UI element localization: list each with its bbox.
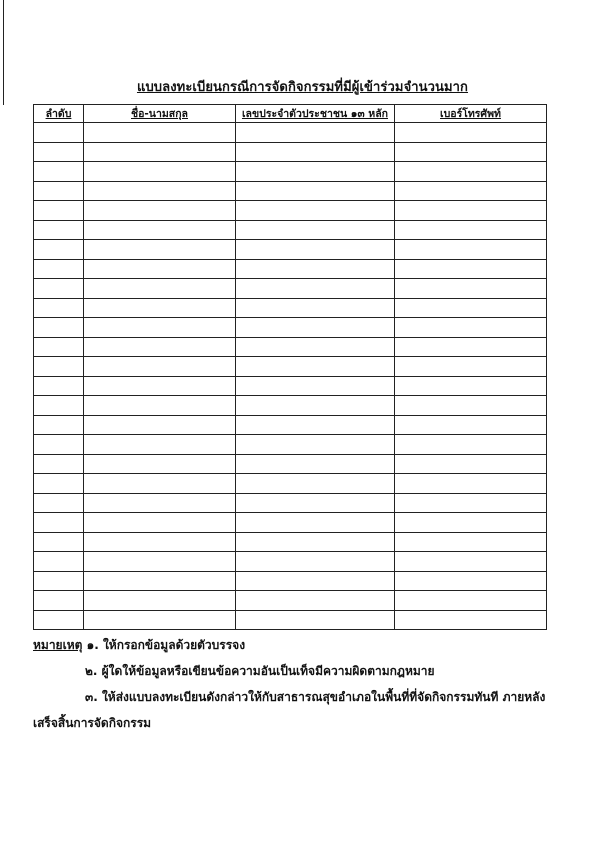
order-cell[interactable] (34, 454, 84, 474)
national-id-cell[interactable] (236, 454, 395, 474)
national-id-cell[interactable] (236, 532, 395, 552)
national-id-cell[interactable] (236, 493, 395, 513)
table-row (34, 610, 547, 630)
order-cell[interactable] (34, 493, 84, 513)
table-row (34, 493, 547, 513)
order-cell[interactable] (34, 552, 84, 572)
table-row (34, 415, 547, 435)
order-cell[interactable] (34, 201, 84, 221)
national-id-cell[interactable] (236, 571, 395, 591)
national-id-cell[interactable] (236, 298, 395, 318)
phone-cell[interactable] (395, 376, 547, 396)
fullname-cell[interactable] (84, 142, 236, 162)
order-cell[interactable] (34, 318, 84, 338)
table-row (34, 513, 547, 533)
phone-cell[interactable] (395, 298, 547, 318)
phone-cell[interactable] (395, 552, 547, 572)
phone-cell[interactable] (395, 123, 547, 143)
table-row (34, 240, 547, 260)
table-row (34, 259, 547, 279)
national-id-cell[interactable] (236, 181, 395, 201)
phone-cell[interactable] (395, 454, 547, 474)
table-row (34, 279, 547, 299)
table-row (34, 220, 547, 240)
national-id-cell[interactable] (236, 376, 395, 396)
notes-heading: หมายเหตุ (33, 638, 83, 652)
header-order: ลำดับ (34, 105, 84, 123)
fullname-cell[interactable] (84, 318, 236, 338)
order-cell[interactable] (34, 357, 84, 377)
phone-cell[interactable] (395, 493, 547, 513)
order-cell[interactable] (34, 610, 84, 630)
fullname-cell[interactable] (84, 591, 236, 611)
table-row (34, 142, 547, 162)
order-cell[interactable] (34, 474, 84, 494)
order-cell[interactable] (34, 142, 84, 162)
table-row (34, 591, 547, 611)
order-cell[interactable] (34, 123, 84, 143)
fullname-cell[interactable] (84, 201, 236, 221)
order-cell[interactable] (34, 376, 84, 396)
national-id-cell[interactable] (236, 415, 395, 435)
fullname-cell[interactable] (84, 240, 236, 260)
order-cell[interactable] (34, 259, 84, 279)
phone-cell[interactable] (395, 201, 547, 221)
table-row (34, 123, 547, 143)
national-id-cell[interactable] (236, 318, 395, 338)
national-id-cell[interactable] (236, 474, 395, 494)
phone-cell[interactable] (395, 396, 547, 416)
fullname-cell[interactable] (84, 415, 236, 435)
national-id-cell[interactable] (236, 142, 395, 162)
national-id-cell[interactable] (236, 240, 395, 260)
phone-cell[interactable] (395, 610, 547, 630)
table-row (34, 435, 547, 455)
fullname-cell[interactable] (84, 571, 236, 591)
table-row (34, 474, 547, 494)
fullname-cell[interactable] (84, 435, 236, 455)
table-row (34, 181, 547, 201)
national-id-cell[interactable] (236, 513, 395, 533)
header-national-id: เลขประจำตัวประชาชน ๑๓ หลัก (236, 105, 395, 123)
phone-cell[interactable] (395, 279, 547, 299)
fullname-cell[interactable] (84, 220, 236, 240)
phone-cell[interactable] (395, 181, 547, 201)
phone-cell[interactable] (395, 435, 547, 455)
table-row (34, 396, 547, 416)
fullname-cell[interactable] (84, 298, 236, 318)
header-fullname: ชื่อ-นามสกุล (84, 105, 236, 123)
fullname-cell[interactable] (84, 259, 236, 279)
phone-cell[interactable] (395, 415, 547, 435)
fullname-cell[interactable] (84, 610, 236, 630)
header-phone: เบอร์โทรศัพท์ (395, 105, 547, 123)
fullname-cell[interactable] (84, 493, 236, 513)
national-id-cell[interactable] (236, 220, 395, 240)
phone-cell[interactable] (395, 142, 547, 162)
table-header-row (34, 105, 547, 123)
note-item-3: ๓. ให้ส่งแบบลงทะเบียนดังกล่าวให้กับสาธารณสุขอำเภอในพื้นที่ที่จัดกิจกรรมทันที ภายหลัง (85, 690, 546, 704)
notes-section (33, 632, 563, 736)
phone-cell[interactable] (395, 162, 547, 182)
table-row (34, 571, 547, 591)
national-id-cell[interactable] (236, 337, 395, 357)
table-row (34, 162, 547, 182)
order-cell[interactable] (34, 571, 84, 591)
phone-cell[interactable] (395, 357, 547, 377)
table-row (34, 532, 547, 552)
table-row (34, 376, 547, 396)
phone-cell[interactable] (395, 532, 547, 552)
order-cell[interactable] (34, 162, 84, 182)
order-cell[interactable] (34, 279, 84, 299)
table-body (34, 123, 547, 630)
fullname-cell[interactable] (84, 454, 236, 474)
fullname-cell[interactable] (84, 376, 236, 396)
national-id-cell[interactable] (236, 123, 395, 143)
order-cell[interactable] (34, 532, 84, 552)
national-id-cell[interactable] (236, 259, 395, 279)
table-row (34, 357, 547, 377)
phone-cell[interactable] (395, 337, 547, 357)
order-cell[interactable] (34, 240, 84, 260)
order-cell[interactable] (34, 396, 84, 416)
phone-cell[interactable] (395, 513, 547, 533)
note-line-1 (33, 632, 563, 658)
phone-cell[interactable] (395, 318, 547, 338)
national-id-cell[interactable] (236, 162, 395, 182)
national-id-cell[interactable] (236, 279, 395, 299)
fullname-cell[interactable] (84, 513, 236, 533)
fullname-cell[interactable] (84, 162, 236, 182)
national-id-cell[interactable] (236, 357, 395, 377)
national-id-cell[interactable] (236, 435, 395, 455)
order-cell[interactable] (34, 220, 84, 240)
table-row (34, 318, 547, 338)
phone-cell[interactable] (395, 474, 547, 494)
phone-cell[interactable] (395, 571, 547, 591)
table-row (34, 201, 547, 221)
order-cell[interactable] (34, 435, 84, 455)
phone-cell[interactable] (395, 591, 547, 611)
fullname-cell[interactable] (84, 337, 236, 357)
order-cell[interactable] (34, 513, 84, 533)
order-cell[interactable] (34, 337, 84, 357)
note-item-1: ๑. ให้กรอกข้อมูลด้วยตัวบรรจง (86, 638, 246, 652)
form-title: แบบลงทะเบียนกรณีการจัดกิจกรรมที่มีผู้เข้าร่วมจำนวนมาก (136, 80, 469, 95)
national-id-cell[interactable] (236, 201, 395, 221)
order-cell[interactable] (34, 181, 84, 201)
order-cell[interactable] (34, 415, 84, 435)
order-cell[interactable] (34, 298, 84, 318)
fullname-cell[interactable] (84, 552, 236, 572)
order-cell[interactable] (34, 591, 84, 611)
national-id-cell[interactable] (236, 610, 395, 630)
national-id-cell[interactable] (236, 396, 395, 416)
phone-cell[interactable] (395, 259, 547, 279)
table-row (34, 454, 547, 474)
table-row (34, 552, 547, 572)
fullname-cell[interactable] (84, 532, 236, 552)
fullname-cell[interactable] (84, 123, 236, 143)
phone-cell[interactable] (395, 220, 547, 240)
note-item-3-continuation: เสร็จสิ้นการจัดกิจกรรม (33, 716, 152, 730)
national-id-cell[interactable] (236, 591, 395, 611)
fullname-cell[interactable] (84, 396, 236, 416)
registration-table (33, 104, 547, 630)
phone-cell[interactable] (395, 240, 547, 260)
fullname-cell[interactable] (84, 357, 236, 377)
table-row (34, 337, 547, 357)
national-id-cell[interactable] (236, 552, 395, 572)
fullname-cell[interactable] (84, 181, 236, 201)
table-row (34, 298, 547, 318)
fullname-cell[interactable] (84, 279, 236, 299)
fullname-cell[interactable] (84, 474, 236, 494)
note-item-2: ๒. ผู้ใดให้ข้อมูลหรือเขียนข้อความอันเป็นเท็จมีความผิดตามกฎหมาย (85, 664, 435, 678)
